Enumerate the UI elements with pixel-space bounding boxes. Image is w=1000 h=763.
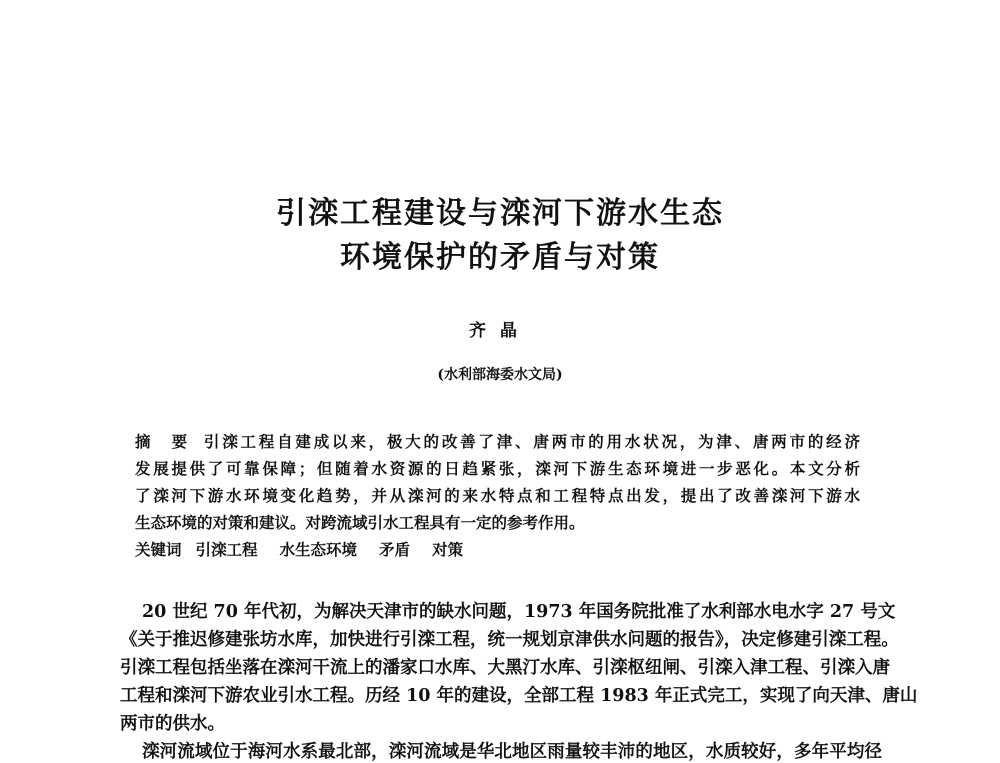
body-paragraph-line: 《关于推迟修建张坊水库，加快进行引滦工程，统一规划京津供水问题的报告》，决定修建引滦工程。	[120, 630, 899, 650]
abstract-label: 摘 要	[135, 433, 190, 451]
keyword: 矛盾	[379, 540, 411, 559]
keyword: 引滦工程	[195, 540, 258, 559]
body-paragraph-line: 引滦工程包括坐落在滦河干流上的潘家口水库、大黑汀水库、引滦枢纽闸、引滦入津工程、引滦入唐	[120, 658, 890, 678]
abstract-line: 发展提供了可靠保障；但随着水资源的日趋紧张，滦河下游生态环境进一步恶化。本文分析	[135, 459, 860, 478]
paper-title-line-1: 引滦工程建设与滦河下游水生态	[276, 196, 724, 231]
keyword: 对策	[432, 540, 464, 559]
keyword: 水生态环境	[279, 540, 358, 559]
abstract-line: 摘 要 引滦工程自建成以来，极大的改善了津、唐两市的用水状况，为津、唐两市的经济	[135, 432, 860, 451]
body-paragraph-line: 滦河流域位于海河水系最北部，滦河流域是华北地区雨量较丰沛的地区，水质较好，多年平均径	[142, 742, 882, 762]
keywords-label: 关键词	[135, 541, 182, 559]
body-paragraph-line: 两市的供水。	[120, 714, 225, 734]
abstract-line: 了滦河下游水环境变化趋势，并从滦河的来水特点和工程特点出发，提出了改善滦河下游水	[135, 486, 860, 505]
body-paragraph-line: 工程和滦河下游农业引水工程。历经 10 年的建设，全部工程 1983 年正式完工，实现了向天津、唐山	[120, 686, 918, 706]
author: 齐晶	[469, 321, 531, 341]
paper-title-line-2: 环境保护的矛盾与对策	[340, 240, 660, 275]
keywords	[135, 538, 860, 560]
body-paragraph-line: 20 世纪 70 年代初，为解决天津市的缺水问题，1973 年国务院批准了水利部水电水字 27 号文	[142, 602, 896, 622]
affiliation: (水利部海委水文局)	[437, 367, 563, 383]
abstract-line: 生态环境的对策和建议。对跨流域引水工程具有一定的参考作用。	[135, 513, 585, 532]
